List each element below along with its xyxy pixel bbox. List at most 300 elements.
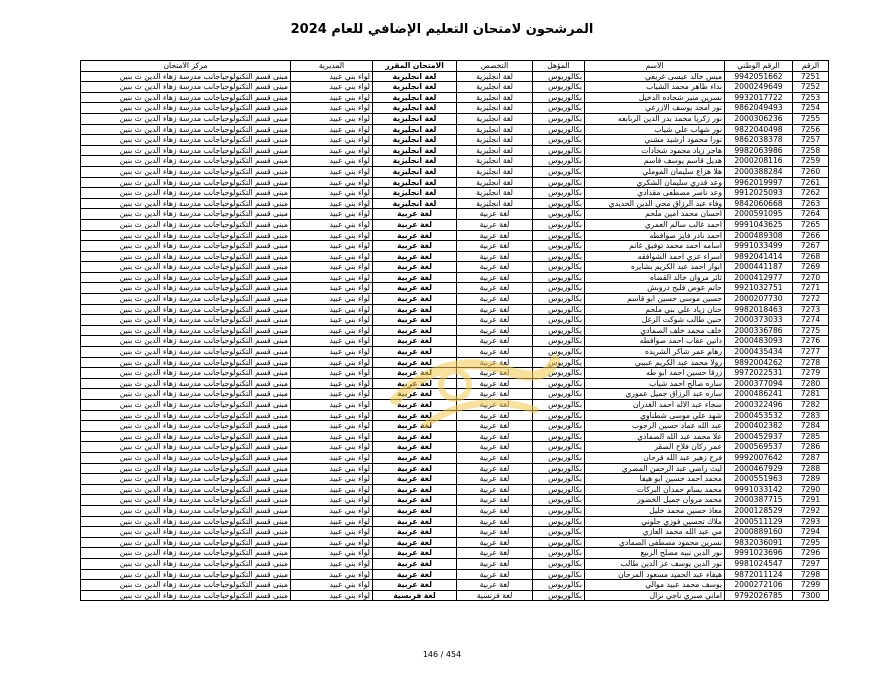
- cell-specialization: لغة عربية: [457, 452, 533, 463]
- cell-center: مبنى قسم التكنولوجياجانب مدرسة زهاء الدين ث بنين: [81, 251, 291, 262]
- cell-center: مبنى قسم التكنولوجياجانب مدرسة زهاء الدين ث بنين: [81, 389, 291, 400]
- cell-center: مبنى قسم التكنولوجياجانب مدرسة زهاء الدين ث بنين: [81, 378, 291, 389]
- cell-name: حنين طالب شوكت الزغل: [585, 315, 725, 326]
- cell-specialization: لغة عربية: [457, 580, 533, 591]
- cell-qualification: بكالوريوس: [533, 124, 585, 135]
- cell-name: هاجر زياد محمود شحادات: [585, 145, 725, 156]
- cell-national-id: 9921032751: [725, 283, 793, 294]
- cell-name: مي عبد الله محمد العازي: [585, 527, 725, 538]
- cell-exam: لغة انجليزية: [373, 177, 457, 188]
- cell-directorate: لواء بني عبيد: [291, 156, 373, 167]
- cell-name: انوار احمد عبد الكريم بشايره: [585, 262, 725, 273]
- cell-national-id: 9832036091: [725, 537, 793, 548]
- cell-directorate: لواء بني عبيد: [291, 198, 373, 209]
- cell-national-id: 2000453532: [725, 410, 793, 421]
- cell-num: 7267: [793, 241, 829, 252]
- cell-num: 7272: [793, 294, 829, 305]
- cell-qualification: بكالوريوس: [533, 113, 585, 124]
- cell-center: مبنى قسم التكنولوجياجانب مدرسة زهاء الدين ث بنين: [81, 92, 291, 103]
- table-row: [81, 188, 829, 199]
- cell-directorate: لواء بني عبيد: [291, 368, 373, 379]
- table-row: [81, 156, 829, 167]
- cell-name: محمد مروان جميل الخضور: [585, 495, 725, 506]
- cell-directorate: لواء بني عبيد: [291, 484, 373, 495]
- cell-exam: لغة انجليزية: [373, 124, 457, 135]
- cell-exam: لغة انجليزية: [373, 103, 457, 114]
- cell-exam: لغة انجليزية: [373, 166, 457, 177]
- cell-national-id: 9842060668: [725, 198, 793, 209]
- cell-name: هيفاء عبد الحميد مسعود المرجان: [585, 569, 725, 580]
- header-directorate: المديرية: [291, 61, 373, 72]
- cell-national-id: 9962019997: [725, 177, 793, 188]
- cell-qualification: بكالوريوس: [533, 474, 585, 485]
- header-num: الرقم: [793, 61, 829, 72]
- cell-specialization: لغة عربية: [457, 527, 533, 538]
- cell-specialization: لغة انجليزية: [457, 124, 533, 135]
- cell-num: 7278: [793, 357, 829, 368]
- cell-num: 7288: [793, 463, 829, 474]
- table-row: [81, 442, 829, 453]
- table-row: [81, 452, 829, 463]
- cell-qualification: بكالوريوس: [533, 378, 585, 389]
- cell-specialization: لغة عربية: [457, 505, 533, 516]
- cell-qualification: بكالوريوس: [533, 272, 585, 283]
- cell-name: نورا محمود ارشيد مشني: [585, 135, 725, 146]
- cell-center: مبنى قسم التكنولوجياجانب مدرسة زهاء الدين ث بنين: [81, 537, 291, 548]
- cell-specialization: لغة انجليزية: [457, 71, 533, 82]
- cell-qualification: بكالوريوس: [533, 188, 585, 199]
- cell-center: مبنى قسم التكنولوجياجانب مدرسة زهاء الدين ث بنين: [81, 156, 291, 167]
- cell-specialization: لغة عربية: [457, 537, 533, 548]
- cell-national-id: 9991043625: [725, 219, 793, 230]
- cell-center: مبنى قسم التكنولوجياجانب مدرسة زهاء الدين ث بنين: [81, 272, 291, 283]
- cell-directorate: لواء بني عبيد: [291, 71, 373, 82]
- cell-center: مبنى قسم التكنولوجياجانب مدرسة زهاء الدين ث بنين: [81, 569, 291, 580]
- cell-directorate: لواء بني عبيد: [291, 347, 373, 358]
- cell-qualification: بكالوريوس: [533, 516, 585, 527]
- cell-qualification: بكالوريوس: [533, 145, 585, 156]
- table-row: [81, 177, 829, 188]
- table-row: [81, 113, 829, 124]
- cell-exam: لغة عربية: [373, 294, 457, 305]
- cell-national-id: 2000511129: [725, 516, 793, 527]
- cell-num: 7277: [793, 347, 829, 358]
- cell-name: زرقا حسين احمد ابو طه: [585, 368, 725, 379]
- cell-name: شهد علي موسى شطناوي: [585, 410, 725, 421]
- cell-specialization: لغة عربية: [457, 368, 533, 379]
- cell-center: مبنى قسم التكنولوجياجانب مدرسة زهاء الدين ث بنين: [81, 336, 291, 347]
- cell-exam: لغة عربية: [373, 251, 457, 262]
- candidates-table: [80, 60, 829, 601]
- cell-center: مبنى قسم التكنولوجياجانب مدرسة زهاء الدين ث بنين: [81, 262, 291, 273]
- cell-center: مبنى قسم التكنولوجياجانب مدرسة زهاء الدين ث بنين: [81, 548, 291, 559]
- cell-center: مبنى قسم التكنولوجياجانب مدرسة زهاء الدين ث بنين: [81, 315, 291, 326]
- cell-qualification: بكالوريوس: [533, 527, 585, 538]
- cell-qualification: بكالوريوس: [533, 135, 585, 146]
- cell-national-id: 2000249649: [725, 82, 793, 93]
- cell-name: احمد غالب سالم العمري: [585, 219, 725, 230]
- cell-exam: لغة عربية: [373, 389, 457, 400]
- cell-national-id: 9991033142: [725, 484, 793, 495]
- cell-specialization: لغة عربية: [457, 516, 533, 527]
- cell-national-id: 9981024547: [725, 558, 793, 569]
- cell-directorate: لواء بني عبيد: [291, 580, 373, 591]
- cell-specialization: لغة عربية: [457, 272, 533, 283]
- table-row: [81, 495, 829, 506]
- cell-qualification: بكالوريوس: [533, 294, 585, 305]
- cell-directorate: لواء بني عبيد: [291, 389, 373, 400]
- cell-center: مبنى قسم التكنولوجياجانب مدرسة زهاء الدين ث بنين: [81, 558, 291, 569]
- table-row: [81, 304, 829, 315]
- cell-name: اسامه احمد محمد توفيق غانم: [585, 241, 725, 252]
- cell-qualification: بكالوريوس: [533, 421, 585, 432]
- cell-specialization: لغة عربية: [457, 283, 533, 294]
- header-exam: الامتحان المقرر: [373, 61, 457, 72]
- table-row: [81, 580, 829, 591]
- cell-num: 7273: [793, 304, 829, 315]
- cell-qualification: بكالوريوس: [533, 569, 585, 580]
- table-row: [81, 294, 829, 305]
- cell-center: مبنى قسم التكنولوجياجانب مدرسة زهاء الدين ث بنين: [81, 410, 291, 421]
- cell-name: اسراء عزي احمد الشوافقه: [585, 251, 725, 262]
- cell-num: 7255: [793, 113, 829, 124]
- cell-qualification: بكالوريوس: [533, 325, 585, 336]
- header-name: الاسم: [585, 61, 725, 72]
- cell-center: مبنى قسم التكنولوجياجانب مدرسة زهاء الدين ث بنين: [81, 177, 291, 188]
- table-row: [81, 537, 829, 548]
- cell-directorate: لواء بني عبيد: [291, 241, 373, 252]
- cell-national-id: 9912025093: [725, 188, 793, 199]
- cell-center: مبنى قسم التكنولوجياجانب مدرسة زهاء الدين ث بنين: [81, 304, 291, 315]
- cell-national-id: 2000388284: [725, 166, 793, 177]
- cell-national-id: 2000412977: [725, 272, 793, 283]
- cell-national-id: 9991033499: [725, 241, 793, 252]
- cell-directorate: لواء بني عبيد: [291, 516, 373, 527]
- cell-center: مبنى قسم التكنولوجياجانب مدرسة زهاء الدين ث بنين: [81, 357, 291, 368]
- cell-exam: لغة عربية: [373, 378, 457, 389]
- table-row: [81, 209, 829, 220]
- cell-national-id: 9982018463: [725, 304, 793, 315]
- cell-center: مبنى قسم التكنولوجياجانب مدرسة زهاء الدين ث بنين: [81, 166, 291, 177]
- cell-national-id: 9862038378: [725, 135, 793, 146]
- cell-national-id: 2000441187: [725, 262, 793, 273]
- table-row: [81, 92, 829, 103]
- cell-qualification: بكالوريوس: [533, 410, 585, 421]
- header-national-id: الرقم الوطني: [725, 61, 793, 72]
- table-header-row: [81, 61, 829, 72]
- cell-national-id: 2000272106: [725, 580, 793, 591]
- cell-specialization: لغة عربية: [457, 294, 533, 305]
- cell-directorate: لواء بني عبيد: [291, 590, 373, 601]
- cell-national-id: 9862049493: [725, 103, 793, 114]
- cell-num: 7291: [793, 495, 829, 506]
- cell-exam: لغة عربية: [373, 230, 457, 241]
- cell-name: محمد احمد حسين ابو هيفا: [585, 474, 725, 485]
- cell-num: 7280: [793, 378, 829, 389]
- cell-center: مبنى قسم التكنولوجياجانب مدرسة زهاء الدين ث بنين: [81, 325, 291, 336]
- cell-num: 7300: [793, 590, 829, 601]
- cell-num: 7295: [793, 537, 829, 548]
- cell-num: 7297: [793, 558, 829, 569]
- header-qualification: المؤهل: [533, 61, 585, 72]
- cell-exam: لغة عربية: [373, 527, 457, 538]
- cell-name: سجاء عبد الاله احمد الغدران: [585, 400, 725, 411]
- cell-exam: لغة عربية: [373, 357, 457, 368]
- cell-qualification: بكالوريوس: [533, 389, 585, 400]
- cell-national-id: 2000402382: [725, 421, 793, 432]
- cell-qualification: بكالوريوس: [533, 357, 585, 368]
- cell-name: احمد نادر فايز صوافطه: [585, 230, 725, 241]
- cell-center: مبنى قسم التكنولوجياجانب مدرسة زهاء الدين ث بنين: [81, 516, 291, 527]
- cell-directorate: لواء بني عبيد: [291, 505, 373, 516]
- cell-qualification: بكالوريوس: [533, 177, 585, 188]
- cell-name: هلا هزاع سليمان الموملي: [585, 166, 725, 177]
- cell-specialization: لغة عربية: [457, 336, 533, 347]
- cell-exam: لغة عربية: [373, 516, 457, 527]
- cell-center: مبنى قسم التكنولوجياجانب مدرسة زهاء الدين ث بنين: [81, 198, 291, 209]
- cell-directorate: لواء بني عبيد: [291, 378, 373, 389]
- cell-exam: لغة عربية: [373, 548, 457, 559]
- cell-national-id: 9892004262: [725, 357, 793, 368]
- cell-center: مبنى قسم التكنولوجياجانب مدرسة زهاء الدين ث بنين: [81, 135, 291, 146]
- cell-directorate: لواء بني عبيد: [291, 251, 373, 262]
- cell-specialization: لغة انجليزية: [457, 135, 533, 146]
- cell-directorate: لواء بني عبيد: [291, 431, 373, 442]
- cell-directorate: لواء بني عبيد: [291, 463, 373, 474]
- cell-specialization: لغة عربية: [457, 251, 533, 262]
- cell-specialization: لغة عربية: [457, 400, 533, 411]
- table-body: [81, 71, 829, 601]
- cell-name: خلف محمد خلف الصمادي: [585, 325, 725, 336]
- cell-national-id: 2000207730: [725, 294, 793, 305]
- cell-center: مبنى قسم التكنولوجياجانب مدرسة زهاء الدين ث بنين: [81, 527, 291, 538]
- cell-num: 7258: [793, 145, 829, 156]
- cell-name: احسان محمد امين ملحم: [585, 209, 725, 220]
- table-row: [81, 368, 829, 379]
- table-row: [81, 558, 829, 569]
- page-title: المرشحون لامتحان التعليم الإضافي للعام 2024: [290, 22, 594, 37]
- cell-directorate: لواء بني عبيد: [291, 262, 373, 273]
- cell-name: ميس خالد عيسى غريفي: [585, 71, 725, 82]
- cell-qualification: بكالوريوس: [533, 92, 585, 103]
- cell-exam: لغة عربية: [373, 368, 457, 379]
- cell-center: مبنى قسم التكنولوجياجانب مدرسة زهاء الدين ث بنين: [81, 442, 291, 453]
- cell-specialization: لغة عربية: [457, 219, 533, 230]
- cell-exam: لغة عربية: [373, 569, 457, 580]
- cell-directorate: لواء بني عبيد: [291, 92, 373, 103]
- cell-exam: لغة عربية: [373, 209, 457, 220]
- cell-directorate: لواء بني عبيد: [291, 304, 373, 315]
- cell-qualification: بكالوريوس: [533, 548, 585, 559]
- cell-num: 7283: [793, 410, 829, 421]
- cell-num: 7257: [793, 135, 829, 146]
- cell-name: عمر ركان فلاح الصقر: [585, 442, 725, 453]
- cell-name: معاذ حسين محمد خليل: [585, 505, 725, 516]
- cell-exam: لغة عربية: [373, 262, 457, 273]
- cell-exam: لغة فرنسية: [373, 590, 457, 601]
- table-row: [81, 283, 829, 294]
- cell-directorate: لواء بني عبيد: [291, 294, 373, 305]
- cell-specialization: لغة عربية: [457, 325, 533, 336]
- cell-directorate: لواء بني عبيد: [291, 410, 373, 421]
- cell-num: 7282: [793, 400, 829, 411]
- cell-num: 7281: [793, 389, 829, 400]
- cell-specialization: لغة عربية: [457, 304, 533, 315]
- cell-num: 7279: [793, 368, 829, 379]
- cell-num: 7275: [793, 325, 829, 336]
- header-center: مركز الامتحان: [81, 61, 291, 72]
- cell-directorate: لواء بني عبيد: [291, 124, 373, 135]
- cell-name: نسرين منير شحاده الدخيل: [585, 92, 725, 103]
- cell-name: ساره عبد الرزاق جميل عموري: [585, 389, 725, 400]
- cell-qualification: بكالوريوس: [533, 368, 585, 379]
- cell-num: 7254: [793, 103, 829, 114]
- cell-national-id: 9932017722: [725, 92, 793, 103]
- cell-specialization: لغة عربية: [457, 241, 533, 252]
- cell-name: ليث راضي عبد الرحمن المصري: [585, 463, 725, 474]
- cell-qualification: بكالوريوس: [533, 304, 585, 315]
- cell-name: وعد ناصر مصطفى مقدادي: [585, 188, 725, 199]
- cell-num: 7289: [793, 474, 829, 485]
- cell-qualification: بكالوريوس: [533, 537, 585, 548]
- cell-exam: لغة انجليزية: [373, 198, 457, 209]
- cell-center: مبنى قسم التكنولوجياجانب مدرسة زهاء الدين ث بنين: [81, 452, 291, 463]
- cell-directorate: لواء بني عبيد: [291, 219, 373, 230]
- cell-specialization: لغة انجليزية: [457, 82, 533, 93]
- cell-qualification: بكالوريوس: [533, 336, 585, 347]
- cell-national-id: 2000591095: [725, 209, 793, 220]
- cell-national-id: 2000128529: [725, 505, 793, 516]
- cell-exam: لغة عربية: [373, 336, 457, 347]
- cell-name: نور امجد يوسف الازرعي: [585, 103, 725, 114]
- cell-name: فرح زهير عبد الله فرحان: [585, 452, 725, 463]
- cell-center: مبنى قسم التكنولوجياجانب مدرسة زهاء الدين ث بنين: [81, 505, 291, 516]
- table-row: [81, 527, 829, 538]
- cell-num: 7285: [793, 431, 829, 442]
- cell-national-id: 2000889160: [725, 527, 793, 538]
- table-row: [81, 410, 829, 421]
- cell-center: مبنى قسم التكنولوجياجانب مدرسة زهاء الدين ث بنين: [81, 283, 291, 294]
- table-row: [81, 569, 829, 580]
- cell-num: 7261: [793, 177, 829, 188]
- cell-directorate: لواء بني عبيد: [291, 336, 373, 347]
- cell-qualification: بكالوريوس: [533, 400, 585, 411]
- table-row: [81, 135, 829, 146]
- table-row: [81, 357, 829, 368]
- table-row: [81, 484, 829, 495]
- cell-specialization: لغة انجليزية: [457, 166, 533, 177]
- cell-specialization: لغة عربية: [457, 558, 533, 569]
- cell-num: 7251: [793, 71, 829, 82]
- cell-name: دانين عقاب احمد صوافطه: [585, 336, 725, 347]
- cell-num: 7271: [793, 283, 829, 294]
- cell-specialization: لغة عربية: [457, 569, 533, 580]
- cell-name: حنان زياد علي بني ملحم: [585, 304, 725, 315]
- cell-center: مبنى قسم التكنولوجياجانب مدرسة زهاء الدين ث بنين: [81, 124, 291, 135]
- cell-directorate: لواء بني عبيد: [291, 188, 373, 199]
- cell-directorate: لواء بني عبيد: [291, 315, 373, 326]
- cell-qualification: بكالوريوس: [533, 251, 585, 262]
- cell-national-id: 2000208116: [725, 156, 793, 167]
- table-row: [81, 198, 829, 209]
- cell-qualification: بكالوريوس: [533, 230, 585, 241]
- cell-specialization: لغة عربية: [457, 474, 533, 485]
- cell-directorate: لواء بني عبيد: [291, 400, 373, 411]
- cell-exam: لغة عربية: [373, 421, 457, 432]
- cell-center: مبنى قسم التكنولوجياجانب مدرسة زهاء الدين ث بنين: [81, 463, 291, 474]
- cell-specialization: لغة عربية: [457, 484, 533, 495]
- cell-specialization: لغة انجليزية: [457, 103, 533, 114]
- cell-center: مبنى قسم التكنولوجياجانب مدرسة زهاء الدين ث بنين: [81, 71, 291, 82]
- cell-name: نور الدين نبيه مصلح الربيع: [585, 548, 725, 559]
- cell-directorate: لواء بني عبيد: [291, 283, 373, 294]
- table-row: [81, 505, 829, 516]
- cell-name: نور زكريا محمد بدر الدين الربابعه: [585, 113, 725, 124]
- cell-num: 7262: [793, 188, 829, 199]
- cell-exam: لغة انجليزية: [373, 156, 457, 167]
- cell-specialization: لغة عربية: [457, 421, 533, 432]
- cell-num: 7253: [793, 92, 829, 103]
- cell-qualification: بكالوريوس: [533, 71, 585, 82]
- table-row: [81, 315, 829, 326]
- cell-specialization: لغة انجليزية: [457, 188, 533, 199]
- cell-national-id: 2000489308: [725, 230, 793, 241]
- cell-num: 7265: [793, 219, 829, 230]
- cell-num: 7256: [793, 124, 829, 135]
- cell-specialization: لغة عربية: [457, 410, 533, 421]
- cell-qualification: بكالوريوس: [533, 590, 585, 601]
- cell-national-id: 9822040498: [725, 124, 793, 135]
- cell-num: 7259: [793, 156, 829, 167]
- cell-exam: لغة عربية: [373, 304, 457, 315]
- cell-national-id: 9992007642: [725, 452, 793, 463]
- cell-exam: لغة عربية: [373, 400, 457, 411]
- cell-national-id: 9872011124: [725, 569, 793, 580]
- table-row: [81, 272, 829, 283]
- cell-national-id: 2000452937: [725, 431, 793, 442]
- cell-qualification: بكالوريوس: [533, 82, 585, 93]
- cell-num: 7296: [793, 548, 829, 559]
- cell-center: مبنى قسم التكنولوجياجانب مدرسة زهاء الدين ث بنين: [81, 474, 291, 485]
- cell-directorate: لواء بني عبيد: [291, 569, 373, 580]
- cell-name: محمد بسام حمدان البركات: [585, 484, 725, 495]
- cell-exam: لغة عربية: [373, 463, 457, 474]
- cell-center: مبنى قسم التكنولوجياجانب مدرسة زهاء الدين ث بنين: [81, 580, 291, 591]
- cell-specialization: لغة عربية: [457, 389, 533, 400]
- cell-national-id: 2000551963: [725, 474, 793, 485]
- cell-center: مبنى قسم التكنولوجياجانب مدرسة زهاء الدين ث بنين: [81, 347, 291, 358]
- cell-exam: لغة انجليزية: [373, 145, 457, 156]
- cell-qualification: بكالوريوس: [533, 262, 585, 273]
- cell-directorate: لواء بني عبيد: [291, 548, 373, 559]
- table-row: [81, 71, 829, 82]
- cell-num: 7263: [793, 198, 829, 209]
- cell-qualification: بكالوريوس: [533, 283, 585, 294]
- cell-center: مبنى قسم التكنولوجياجانب مدرسة زهاء الدين ث بنين: [81, 241, 291, 252]
- cell-qualification: بكالوريوس: [533, 156, 585, 167]
- cell-national-id: 9982063986: [725, 145, 793, 156]
- cell-directorate: لواء بني عبيد: [291, 442, 373, 453]
- cell-directorate: لواء بني عبيد: [291, 325, 373, 336]
- cell-qualification: بكالوريوس: [533, 463, 585, 474]
- cell-qualification: بكالوريوس: [533, 209, 585, 220]
- cell-specialization: لغة عربية: [457, 209, 533, 220]
- cell-exam: لغة انجليزية: [373, 92, 457, 103]
- table-row: [81, 145, 829, 156]
- cell-center: مبنى قسم التكنولوجياجانب مدرسة زهاء الدين ث بنين: [81, 145, 291, 156]
- cell-specialization: لغة عربية: [457, 262, 533, 273]
- cell-center: مبنى قسم التكنولوجياجانب مدرسة زهاء الدين ث بنين: [81, 400, 291, 411]
